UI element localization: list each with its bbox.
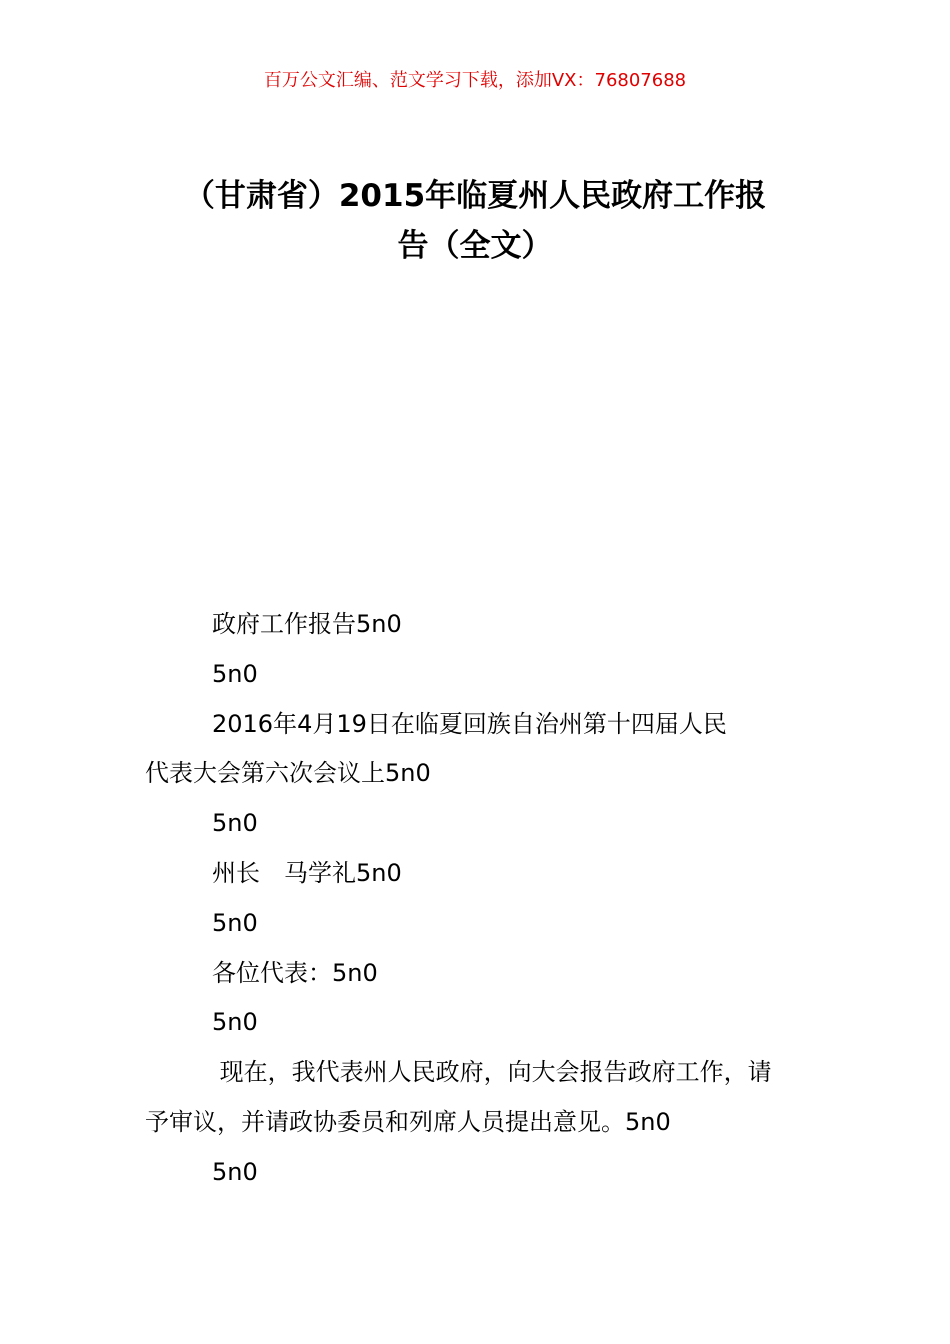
paragraph: 各位代表：5n0 [212, 958, 378, 987]
document-title [130, 171, 820, 271]
paragraph: 5n0 [212, 1157, 258, 1186]
paragraph: 5n0 [212, 908, 258, 937]
paragraph-continuation: 代表大会第六次会议上5n0 [145, 759, 431, 788]
paragraph: 2016年4月19日在临夏回族自治州第十四届人民 [212, 709, 727, 738]
paragraph: 5n0 [212, 659, 258, 688]
title-line-1: （甘肃省）2015年临夏州人民政府工作报 [183, 177, 767, 214]
title-line-2: 告（全文） [397, 227, 553, 264]
paragraph: 5n0 [212, 1008, 258, 1037]
watermark-header: 百万公文汇编、范文学习下载，添加VX：76807688 [263, 70, 687, 91]
paragraph: 现在，我代表州人民政府，向大会报告政府工作，请 [212, 1058, 772, 1087]
document-body [145, 600, 810, 1198]
paragraph: 政府工作报告5n0 [212, 610, 402, 638]
paragraph: 5n0 [212, 809, 258, 838]
paragraph-continuation: 予审议，并请政协委员和列席人员提出意见。5n0 [145, 1107, 671, 1136]
paragraph: 州长 马学礼5n0 [212, 858, 402, 887]
